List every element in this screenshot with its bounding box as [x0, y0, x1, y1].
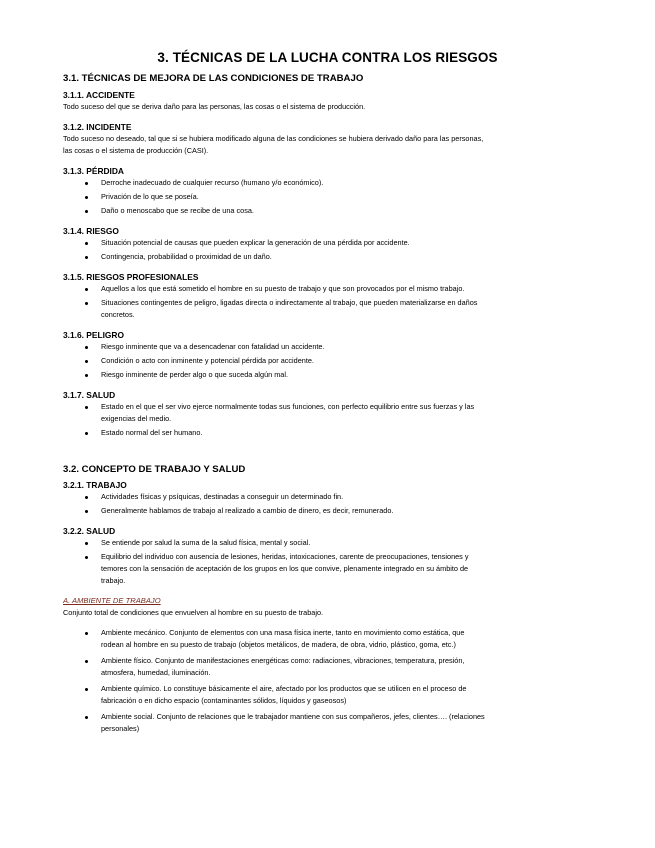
subsection-heading-3-1-5: 3.1.5. RIESGOS PROFESIONALES: [63, 272, 199, 282]
list-item: [63, 237, 589, 249]
list: [63, 177, 589, 217]
list-item-line: temores con la sensación de aceptación de los grupos en los que convive, plenamente integrado en su ámbito de: [101, 564, 469, 573]
document-title: 3. TÉCNICAS DE LA LUCHA CONTRA LOS RIESGOS: [157, 50, 498, 65]
list: [63, 401, 589, 439]
list-item-line: fabricación o en dicho espacio (contaminantes sólidos, líquidos y gaseosos): [101, 696, 347, 705]
document-body: [63, 72, 589, 739]
list-item: [63, 191, 589, 203]
list-item-line: Ambiente social. Conjunto de relaciones que le trabajador mantiene con sus compañeros, jefes, clientes…. (relaciones: [101, 712, 485, 721]
list-item: [63, 505, 589, 517]
list-item-line: atmosfera, humedad, iluminación.: [101, 668, 211, 677]
definition-incidente-line-1: Todo suceso no deseado, tal que si se hubiera modificado alguna de las condiciones se hubiera derivado daño para las personas,: [63, 134, 484, 143]
list: [63, 627, 589, 735]
section-heading-3-1: 3.1. TÉCNICAS DE MEJORA DE LAS CONDICIONES DE TRABAJO: [63, 73, 364, 84]
section-heading-3-2: 3.2. CONCEPTO DE TRABAJO Y SALUD: [63, 464, 246, 475]
list-item-line: Aquellos a los que está sometido el hombre en su puesto de trabajo y que son provocados por el mismo trabajo.: [101, 284, 465, 293]
list-item: [63, 551, 589, 587]
list-item: [63, 341, 589, 353]
list-item-line: Ambiente físico. Conjunto de manifestaciones energéticas como: radiaciones, vibraciones, temperatura, presión,: [101, 656, 465, 665]
list-item: [63, 655, 589, 679]
list-item-line: Daño o menoscabo que se recibe de una cosa.: [101, 206, 254, 215]
ambiente-intro: Conjunto total de condiciones que envuelven al hombre en su puesto de trabajo.: [63, 608, 324, 617]
subsection-heading-3-2-2: 3.2.2. SALUD: [63, 526, 116, 536]
list-item: [63, 711, 589, 735]
definition-accidente: Todo suceso del que se deriva daño para las personas, las cosas o el sistema de producción.: [63, 102, 366, 111]
list-item-line: concretos.: [101, 310, 135, 319]
list-item-line: Derroche inadecuado de cualquier recurso (humano y/o económico).: [101, 178, 324, 187]
list-item: [63, 177, 589, 189]
list-item-line: exigencias del medio.: [101, 414, 172, 423]
list-item-line: Riesgo inminente de perder algo o que suceda algún mal.: [101, 370, 289, 379]
list-item-line: Estado normal del ser humano.: [101, 428, 203, 437]
list: [63, 283, 589, 321]
list-item-line: trabajo.: [101, 576, 126, 585]
subsection-heading-3-1-1: 3.1.1. ACCIDENTE: [63, 90, 135, 100]
list-item: [63, 283, 589, 295]
list-item: [63, 401, 589, 425]
list-item-line: Situaciones contingentes de peligro, ligadas directa o indirectamente al trabajo, que pueden materializarse en daños: [101, 298, 478, 307]
list-item-line: Actividades físicas y psíquicas, destinadas a conseguir un determinado fin.: [101, 492, 344, 501]
subsection-heading-3-1-3: 3.1.3. PÉRDIDA: [63, 166, 124, 176]
list-item: [63, 427, 589, 439]
list-item-line: Situación potencial de causas que pueden explicar la generación de una pérdida por accidente.: [101, 238, 410, 247]
list-item-line: Equilibrio del individuo con ausencia de lesiones, heridas, intoxicaciones, carente de preocupaciones, tensiones y: [101, 552, 469, 561]
list-item-line: Estado en el que el ser vivo ejerce normalmente todas sus funciones, con perfecto equilibrio entre sus fuerzas y las: [101, 402, 475, 411]
subsection-heading-3-1-4: 3.1.4. RIESGO: [63, 226, 119, 236]
list-item-line: Se entiende por salud la suma de la salud física, mental y social.: [101, 538, 311, 547]
list-item-line: Ambiente mecánico. Conjunto de elementos con una masa física inerte, tanto en movimiento como estática, que: [101, 628, 465, 637]
list-item-line: Generalmente hablamos de trabajo al realizado a cambio de dinero, es decir, remunerado.: [101, 506, 394, 515]
list: [63, 341, 589, 381]
list-item: [63, 297, 589, 321]
list-item-line: personales): [101, 724, 140, 733]
subsection-heading-3-1-2: 3.1.2. INCIDENTE: [63, 122, 132, 132]
list-item: [63, 537, 589, 549]
subsection-heading-3-1-6: 3.1.6. PELIGRO: [63, 330, 124, 340]
list-item: [63, 683, 589, 707]
list-item-line: Riesgo inminente que va a desencadenar con fatalidad un accidente.: [101, 342, 325, 351]
subsection-heading-3-1-7: 3.1.7. SALUD: [63, 390, 116, 400]
list-item-line: rodean al hombre en su puesto de trabajo (objetos metálicos, de madera, de obra, vidrio, plástico, goma, etc.): [101, 640, 456, 649]
list: [63, 237, 589, 263]
list-item: [63, 491, 589, 503]
list: [63, 491, 589, 517]
list-item: [63, 355, 589, 367]
list-item-line: Contingencia, probabilidad o proximidad de un daño.: [101, 252, 272, 261]
list-item-line: Ambiente químico. Lo constituye básicamente el aire, afectado por los productos que se utilicen en el proceso de: [101, 684, 467, 693]
definition-incidente-line-2: las cosas o el sistema de producción (CASI).: [63, 146, 209, 155]
ambiente-de-trabajo-heading: A. AMBIENTE DE TRABAJO: [63, 596, 161, 605]
list-item: [63, 627, 589, 651]
list-item-line: Privación de lo que se poseía.: [101, 192, 199, 201]
list-item: [63, 205, 589, 217]
list-item-line: Condición o acto con inminente y potencial pérdida por accidente.: [101, 356, 314, 365]
subsection-heading-3-2-1: 3.2.1. TRABAJO: [63, 480, 127, 490]
list: [63, 537, 589, 587]
list-item: [63, 369, 589, 381]
list-item: [63, 251, 589, 263]
